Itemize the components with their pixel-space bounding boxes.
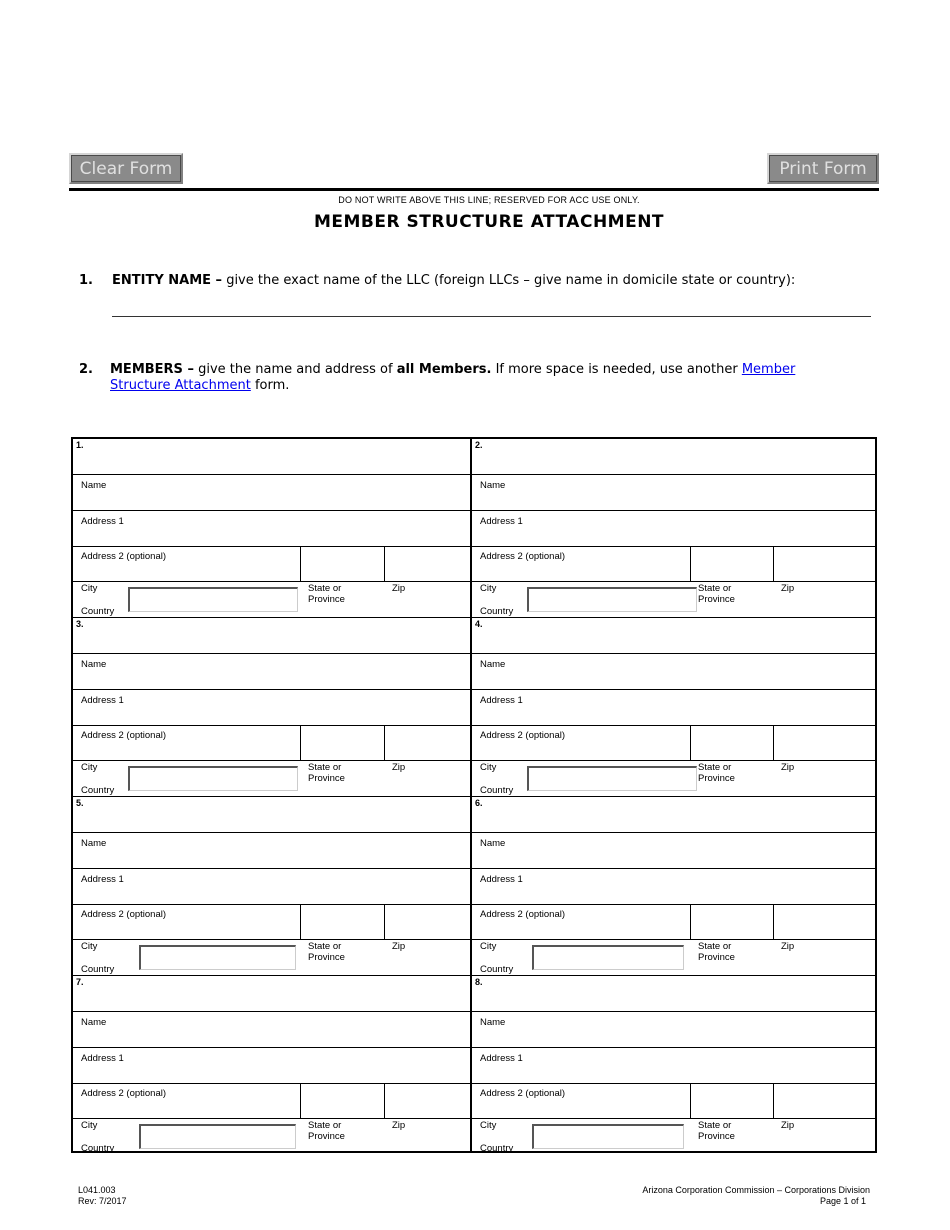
name-label: Name bbox=[81, 480, 107, 491]
zip-label: Zip bbox=[392, 762, 406, 773]
address1-input[interactable] bbox=[75, 706, 468, 723]
reserved-note: DO NOT WRITE ABOVE THIS LINE; RESERVED FOR ACC USE ONLY. bbox=[338, 195, 640, 205]
member-number-cell bbox=[472, 618, 875, 654]
state-input[interactable] bbox=[692, 907, 771, 937]
address2-cell bbox=[472, 726, 875, 761]
cell-divider bbox=[384, 905, 385, 939]
address2-input[interactable] bbox=[474, 563, 688, 579]
zip-label: Zip bbox=[781, 583, 795, 594]
name-cell bbox=[73, 654, 470, 690]
address1-input[interactable] bbox=[474, 706, 873, 723]
zip-input[interactable] bbox=[386, 728, 468, 758]
clear-form-button[interactable]: Clear Form bbox=[69, 153, 183, 184]
section-number: 2. bbox=[79, 362, 93, 377]
city-country-cell bbox=[73, 940, 470, 976]
member-number-field[interactable] bbox=[87, 620, 468, 651]
member-number-cell bbox=[73, 439, 470, 475]
cell-divider bbox=[773, 547, 774, 581]
city-label: City bbox=[480, 762, 497, 773]
address1-cell bbox=[73, 869, 470, 905]
state-label: State or Province bbox=[308, 583, 345, 605]
name-label: Name bbox=[480, 659, 506, 670]
members-label: MEMBERS – bbox=[110, 362, 194, 377]
page-title: MEMBER STRUCTURE ATTACHMENT bbox=[313, 212, 665, 232]
country-label: Country bbox=[81, 964, 115, 975]
member-number: 5. bbox=[76, 798, 84, 808]
city-country-cell bbox=[472, 761, 875, 797]
name-cell bbox=[73, 833, 470, 869]
entity-name-input[interactable] bbox=[112, 316, 871, 317]
entity-name-instruction: give the exact name of the LLC (foreign LLCs – give name in domicile state or country): bbox=[222, 273, 796, 288]
entity-name-label: ENTITY NAME – bbox=[112, 273, 223, 288]
address1-input[interactable] bbox=[474, 1064, 873, 1081]
member-number-field[interactable] bbox=[87, 799, 468, 830]
country-input[interactable] bbox=[128, 587, 298, 612]
member-number-cell bbox=[73, 618, 470, 654]
zip-input[interactable] bbox=[775, 907, 873, 937]
zip-input[interactable] bbox=[775, 549, 873, 579]
address1-input[interactable] bbox=[474, 527, 873, 544]
cell-divider bbox=[384, 726, 385, 760]
country-input[interactable] bbox=[527, 587, 697, 612]
zip-label: Zip bbox=[392, 1120, 406, 1131]
address1-label: Address 1 bbox=[480, 695, 523, 706]
member-number-cell bbox=[73, 976, 470, 1012]
address2-label: Address 2 (optional) bbox=[81, 551, 167, 562]
name-cell bbox=[472, 833, 875, 869]
state-input[interactable] bbox=[302, 907, 382, 937]
name-input[interactable] bbox=[75, 849, 468, 866]
city-country-cell bbox=[472, 940, 875, 976]
member-block-8 bbox=[472, 976, 875, 1155]
name-label: Name bbox=[81, 1017, 107, 1028]
zip-label: Zip bbox=[781, 762, 795, 773]
address2-cell bbox=[73, 1084, 470, 1119]
address1-cell bbox=[472, 869, 875, 905]
members-all-text: all bbox=[396, 362, 415, 377]
state-label: State or Province bbox=[308, 762, 345, 784]
state-label: State or Province bbox=[698, 762, 735, 784]
address2-input[interactable] bbox=[75, 742, 298, 758]
address1-input[interactable] bbox=[75, 885, 468, 902]
cell-divider bbox=[384, 1084, 385, 1118]
cell-divider bbox=[690, 726, 691, 760]
address1-label: Address 1 bbox=[480, 1053, 523, 1064]
country-label: Country bbox=[81, 1143, 115, 1154]
name-label: Name bbox=[81, 838, 107, 849]
address2-cell bbox=[472, 905, 875, 940]
name-input[interactable] bbox=[474, 491, 873, 508]
address2-label: Address 2 (optional) bbox=[480, 551, 566, 562]
address2-input[interactable] bbox=[75, 921, 298, 937]
country-input[interactable] bbox=[128, 766, 298, 791]
state-input[interactable] bbox=[692, 728, 771, 758]
name-input[interactable] bbox=[474, 670, 873, 687]
member-block-7 bbox=[73, 976, 470, 1155]
country-input[interactable] bbox=[527, 766, 697, 791]
state-input[interactable] bbox=[692, 1086, 771, 1116]
city-label: City bbox=[81, 941, 98, 952]
address1-cell bbox=[73, 1048, 470, 1084]
member-number-cell bbox=[472, 439, 875, 475]
state-input[interactable] bbox=[302, 728, 382, 758]
address1-cell bbox=[73, 690, 470, 726]
state-label: State or Province bbox=[698, 1120, 735, 1142]
address2-input[interactable] bbox=[474, 921, 688, 937]
page-number: Page 1 of 1 bbox=[819, 1196, 866, 1206]
name-input[interactable] bbox=[75, 1028, 468, 1045]
state-input[interactable] bbox=[302, 1086, 382, 1116]
country-input[interactable] bbox=[532, 945, 684, 970]
address1-label: Address 1 bbox=[480, 874, 523, 885]
member-number: 2. bbox=[475, 440, 483, 450]
zip-input[interactable] bbox=[775, 1086, 873, 1116]
zip-label: Zip bbox=[781, 1120, 795, 1131]
address2-label: Address 2 (optional) bbox=[480, 730, 566, 741]
zip-input[interactable] bbox=[775, 728, 873, 758]
address1-cell bbox=[73, 511, 470, 547]
country-label: Country bbox=[81, 606, 115, 617]
member-number-field[interactable] bbox=[486, 620, 873, 651]
city-label: City bbox=[81, 583, 98, 594]
member-number-field[interactable] bbox=[486, 799, 873, 830]
name-label: Name bbox=[480, 838, 506, 849]
address2-label: Address 2 (optional) bbox=[81, 1088, 167, 1099]
zip-input[interactable] bbox=[386, 907, 468, 937]
city-label: City bbox=[480, 941, 497, 952]
country-label: Country bbox=[480, 964, 514, 975]
member-block-3 bbox=[73, 618, 470, 797]
name-cell bbox=[73, 475, 470, 511]
member-number-cell bbox=[472, 797, 875, 833]
member-block-6 bbox=[472, 797, 875, 976]
address2-label: Address 2 (optional) bbox=[480, 909, 566, 920]
members-bold-text: Members. bbox=[414, 362, 492, 377]
zip-label: Zip bbox=[392, 583, 406, 594]
member-number: 6. bbox=[475, 798, 483, 808]
country-label: Country bbox=[480, 606, 514, 617]
section-number: 1. bbox=[79, 273, 93, 288]
zip-input[interactable] bbox=[386, 1086, 468, 1116]
state-label: State or Province bbox=[698, 583, 735, 605]
address2-label: Address 2 (optional) bbox=[81, 730, 167, 741]
address2-cell bbox=[472, 547, 875, 582]
address2-label: Address 2 (optional) bbox=[480, 1088, 566, 1099]
address2-cell bbox=[472, 1084, 875, 1119]
cell-divider bbox=[773, 1084, 774, 1118]
print-form-button[interactable]: Print Form bbox=[767, 153, 879, 184]
cell-divider bbox=[300, 726, 301, 760]
address2-cell bbox=[73, 547, 470, 582]
state-input[interactable] bbox=[302, 549, 382, 579]
city-country-cell bbox=[73, 761, 470, 797]
name-label: Name bbox=[81, 659, 107, 670]
member-block-5 bbox=[73, 797, 470, 976]
zip-label: Zip bbox=[392, 941, 406, 952]
member-number: 1. bbox=[76, 440, 84, 450]
revision: Rev: 7/2017 bbox=[78, 1196, 127, 1206]
address1-label: Address 1 bbox=[81, 1053, 124, 1064]
reserved-divider bbox=[69, 188, 879, 191]
name-label: Name bbox=[480, 1017, 506, 1028]
name-cell bbox=[472, 475, 875, 511]
cell-divider bbox=[300, 905, 301, 939]
name-input[interactable] bbox=[474, 849, 873, 866]
city-country-cell bbox=[73, 1119, 470, 1155]
state-label: State or Province bbox=[308, 1120, 345, 1142]
cell-divider bbox=[690, 547, 691, 581]
address1-label: Address 1 bbox=[81, 874, 124, 885]
members-more-space: If more space is needed, use another bbox=[491, 362, 742, 377]
cell-divider bbox=[690, 905, 691, 939]
address1-label: Address 1 bbox=[81, 516, 124, 527]
member-block-2 bbox=[472, 439, 875, 618]
member-number-cell bbox=[73, 797, 470, 833]
cell-divider bbox=[300, 547, 301, 581]
member-number-field[interactable] bbox=[87, 441, 468, 472]
cell-divider bbox=[773, 726, 774, 760]
member-number-field[interactable] bbox=[486, 441, 873, 472]
name-label: Name bbox=[480, 480, 506, 491]
address1-input[interactable] bbox=[75, 527, 468, 544]
name-cell bbox=[472, 1012, 875, 1048]
member-number: 3. bbox=[76, 619, 84, 629]
name-input[interactable] bbox=[75, 670, 468, 687]
form-code: L041.003 bbox=[78, 1185, 116, 1195]
cell-divider bbox=[300, 1084, 301, 1118]
cell-divider bbox=[690, 1084, 691, 1118]
name-cell bbox=[73, 1012, 470, 1048]
city-label: City bbox=[480, 583, 497, 594]
country-label: Country bbox=[81, 785, 115, 796]
name-cell bbox=[472, 654, 875, 690]
address1-cell bbox=[472, 1048, 875, 1084]
address2-label: Address 2 (optional) bbox=[81, 909, 167, 920]
city-label: City bbox=[480, 1120, 497, 1131]
member-block-1 bbox=[73, 439, 470, 618]
city-country-cell bbox=[472, 1119, 875, 1155]
member-block-4 bbox=[472, 618, 875, 797]
address1-label: Address 1 bbox=[81, 695, 124, 706]
address2-input[interactable] bbox=[474, 1100, 688, 1116]
state-label: State or Province bbox=[308, 941, 345, 963]
members-instruction: give the name and address of bbox=[193, 362, 397, 377]
city-country-cell bbox=[73, 582, 470, 618]
members-form-text: form. bbox=[250, 378, 290, 393]
address1-cell bbox=[472, 511, 875, 547]
address1-label: Address 1 bbox=[480, 516, 523, 527]
cell-divider bbox=[773, 905, 774, 939]
country-input[interactable] bbox=[532, 1124, 684, 1149]
name-input[interactable] bbox=[75, 491, 468, 508]
country-label: Country bbox=[480, 785, 514, 796]
country-label: Country bbox=[480, 1143, 514, 1154]
zip-input[interactable] bbox=[386, 549, 468, 579]
member-number: 7. bbox=[76, 977, 84, 987]
state-input[interactable] bbox=[692, 549, 771, 579]
name-input[interactable] bbox=[474, 1028, 873, 1045]
address1-input[interactable] bbox=[75, 1064, 468, 1081]
agency-name: Arizona Corporation Commission – Corporations Division bbox=[642, 1185, 870, 1195]
address2-input[interactable] bbox=[75, 1100, 298, 1116]
address2-input[interactable] bbox=[474, 742, 688, 758]
city-label: City bbox=[81, 762, 98, 773]
city-country-cell bbox=[472, 582, 875, 618]
address2-input[interactable] bbox=[75, 563, 298, 579]
country-input[interactable] bbox=[139, 945, 296, 970]
state-label: State or Province bbox=[698, 941, 735, 963]
member-number: 8. bbox=[475, 977, 483, 987]
address2-cell bbox=[73, 905, 470, 940]
member-number-field[interactable] bbox=[486, 978, 873, 1009]
zip-label: Zip bbox=[781, 941, 795, 952]
member-number: 4. bbox=[475, 619, 483, 629]
members-grid bbox=[71, 437, 877, 1153]
address1-cell bbox=[472, 690, 875, 726]
address1-input[interactable] bbox=[474, 885, 873, 902]
member-number-field[interactable] bbox=[87, 978, 468, 1009]
member-number-cell bbox=[472, 976, 875, 1012]
member-structure-attachment-link[interactable]: Member Structure Attachment bbox=[110, 362, 796, 393]
city-label: City bbox=[81, 1120, 98, 1131]
country-input[interactable] bbox=[139, 1124, 296, 1149]
cell-divider bbox=[384, 547, 385, 581]
address2-cell bbox=[73, 726, 470, 761]
